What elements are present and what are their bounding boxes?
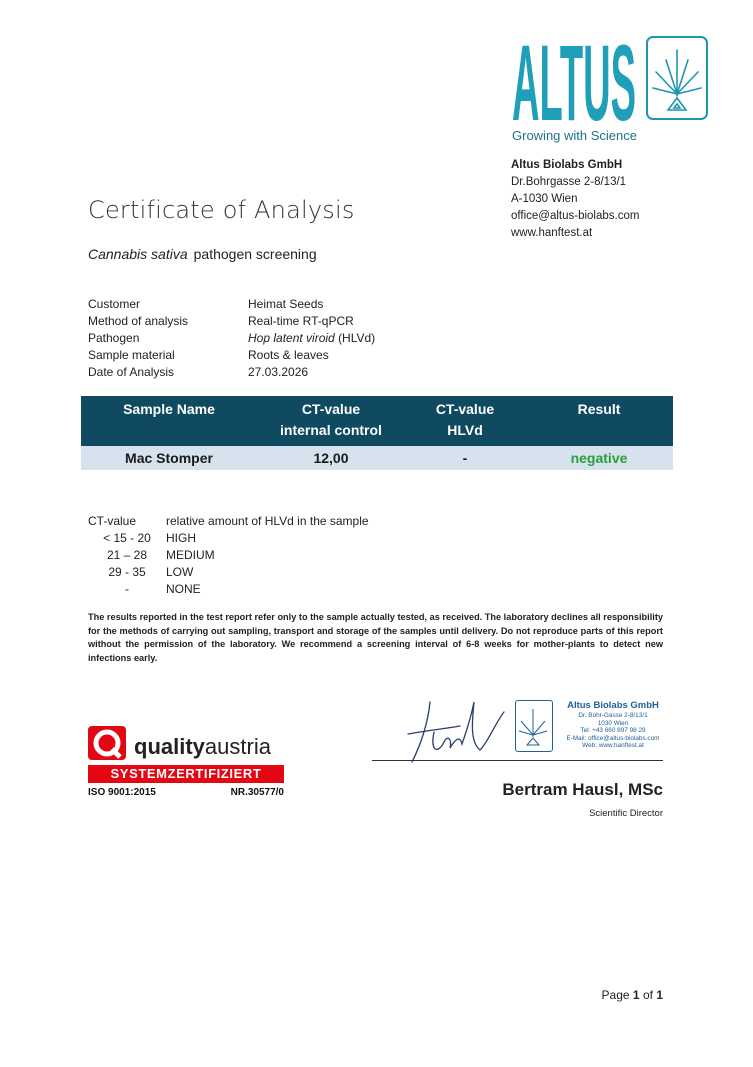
stamp-line: 1030 Wien (597, 719, 629, 727)
legend-row (88, 564, 369, 581)
results-table (81, 396, 673, 470)
meta-row-date (88, 364, 375, 381)
legend-key: CT-value (88, 514, 137, 528)
legend-key: < 15 - 20 (103, 531, 151, 545)
company-website[interactable]: www.hanftest.at (511, 227, 593, 239)
header-cell: Result (577, 401, 621, 417)
stamp-line: E-Mail: office@altus-biolabs.com (566, 734, 660, 742)
document-title: Certificate of Analysis (88, 196, 355, 224)
meta-label: Customer (88, 297, 141, 311)
meta-row-sample (88, 347, 375, 364)
legend-value: MEDIUM (166, 548, 215, 562)
certificate-number: NR.30577/0 (230, 787, 284, 798)
meta-row-pathogen (88, 330, 375, 347)
signature-line (372, 760, 663, 761)
stamp-company: Altus Biolabs GmbH (567, 700, 659, 711)
header-cell: CT-value internal control (280, 401, 382, 438)
species-name: Cannabis sativa (88, 246, 188, 262)
stamp-leaf-icon (515, 700, 553, 752)
meta-label: Sample material (88, 348, 175, 362)
legend-header (88, 513, 369, 530)
table-row (81, 446, 673, 470)
brand-tagline: Growing with Science (512, 128, 637, 143)
address-line: Dr.Bohrgasse 2-8/13/1 (511, 176, 627, 188)
signer-role: Scientific Director (589, 808, 663, 819)
address-city: A-1030 Wien (511, 193, 578, 205)
pathogen-name: Hop latent viroid (248, 331, 335, 345)
stamp-line: Web: www.hanftest.at (582, 742, 644, 750)
header-cell: Sample Name (123, 401, 215, 417)
altus-logo-text: ALTUS (512, 34, 636, 124)
ct-hlvd-cell: - (462, 450, 468, 466)
meta-label: Pathogen (88, 331, 140, 345)
header-cell: CT-value HLVd (435, 401, 495, 438)
company-stamp (558, 700, 668, 750)
certification-banner: SYSTEMZERTIFIZIERT (88, 765, 284, 783)
meta-label: Date of Analysis (88, 365, 175, 379)
ct-internal-cell: 12,00 (313, 450, 349, 466)
sample-name-cell: Mac Stomper (125, 450, 213, 466)
ct-legend (88, 513, 369, 598)
meta-value: Roots & leaves (248, 348, 329, 362)
stamp-line: Tel: +43 660 897 98 29 (580, 727, 646, 735)
legend-key: 29 - 35 (108, 565, 146, 579)
cannabis-leaf-icon (646, 36, 708, 120)
pathogen-abbrev: (HLVd) (338, 331, 376, 345)
signer-name: Bertram Hausl, MSc (502, 780, 663, 799)
legend-key: - (125, 582, 129, 596)
legend-value: NONE (166, 582, 201, 596)
analysis-details (88, 296, 375, 381)
legend-value: HIGH (166, 531, 196, 545)
legend-value: LOW (166, 565, 194, 579)
table-header (81, 396, 673, 446)
meta-row-customer (88, 296, 375, 313)
stamp-line: Dr. Bohr-Gasse 2-8/13/1 (578, 712, 648, 719)
page-number: Page 1 of 1 (601, 988, 663, 1002)
legend-key: 21 – 28 (106, 548, 148, 562)
document-subtitle (88, 246, 317, 262)
svg-text:qualityaustria (134, 734, 272, 759)
meta-value (248, 330, 375, 347)
iso-standard: ISO 9001:2015 (88, 787, 156, 798)
meta-row-method (88, 313, 375, 330)
meta-label: Method of analysis (88, 314, 189, 328)
legend-value: relative amount of HLVd in the sample (166, 514, 369, 528)
meta-value: Heimat Seeds (248, 297, 324, 311)
altus-logo (512, 34, 636, 124)
qa-logo-bold: quality (134, 734, 205, 759)
disclaimer-text: The results reported in the test report refer only to the sample actually tested, as received. The laboratory declines all responsibility for the methods of carrying out sampling, transport and storage of the samples until delivery. Do not reproduce parts of this report without the permission of the laboratory. We recommend a screening interval of 6-8 weeks for mother-plants to detect new infections early. (88, 612, 663, 664)
company-name: Altus Biolabs GmbH (511, 159, 623, 171)
meta-value: Real-time RT-qPCR (248, 314, 354, 328)
legend-row (88, 581, 369, 598)
legend-row (88, 547, 369, 564)
company-address (511, 157, 639, 242)
company-email[interactable]: office@altus-biolabs.com (511, 210, 640, 222)
qa-logo-rest: austria (204, 734, 271, 759)
iso-info (88, 787, 284, 798)
meta-value: 27.03.2026 (248, 365, 309, 379)
legend-row (88, 530, 369, 547)
subtitle-rest: pathogen screening (193, 246, 317, 262)
result-cell: negative (570, 450, 628, 466)
